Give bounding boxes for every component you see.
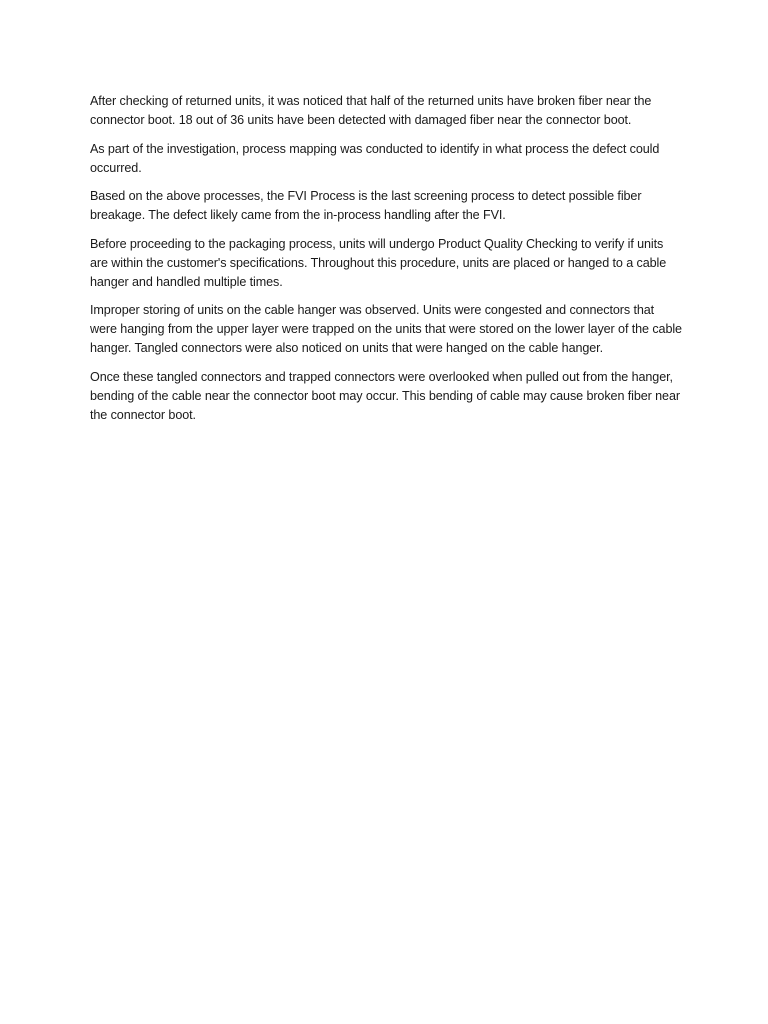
document-body: [90, 92, 682, 434]
paragraph-improper-storing: Improper storing of units on the cable hanger was observed. Units were congested and connectors that were hanging from the upper layer were trapped on the units that were stored on the lower layer of the cable hanger. Tangled connectors were also noticed on units that were hanged on the cable hanger.: [90, 303, 682, 355]
paragraph-fvi-process: Based on the above processes, the FVI Process is the last screening process to detect possible fiber breakage. The defect likely came from the in-process handling after the FVI.: [90, 189, 642, 222]
paragraph-cable-bending: Once these tangled connectors and trapped connectors were overlooked when pulled out from the hanger, bending of the cable near the connector boot may occur. This bending of cable may cause broken fiber near the connector boot.: [90, 369, 680, 422]
paragraph-returned-units: After checking of returned units, it was noticed that half of the returned units have broken fiber near the connector boot. 18 out of 36 units have been detected with damaged fiber near the connector boot.: [90, 94, 652, 127]
paragraph-quality-checking: Before proceeding to the packaging process, units will undergo Product Quality Checking to verify if units are within the customer's specifications. Throughout this procedure, units are placed or hanged to a cable hanger and handled multiple times.: [90, 236, 667, 289]
paragraph-process-mapping: As part of the investigation, process mapping was conducted to identify in what process the defect could occurred.: [90, 141, 660, 175]
